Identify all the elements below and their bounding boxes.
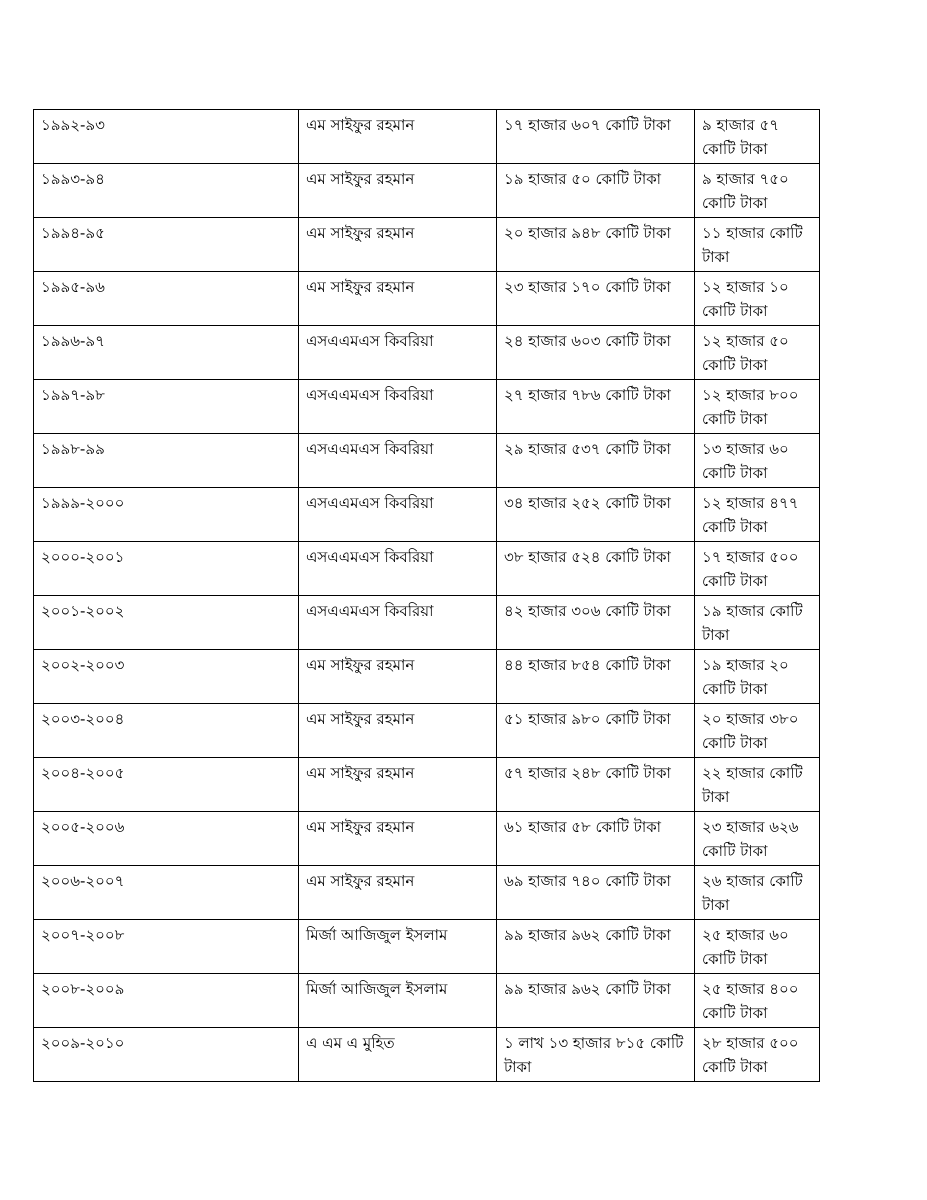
finance-minister-cell: এসএএমএস কিবরিয়া — [299, 542, 497, 596]
adp-size-cell: ১২ হাজার ৮০০ কোটি টাকা — [695, 380, 820, 434]
year-cell: ১৯৯৭-৯৮ — [34, 380, 299, 434]
year-cell: ১৯৯৪-৯৫ — [34, 218, 299, 272]
budget-table — [33, 109, 820, 1082]
budget-size-cell: ২০ হাজার ৯৪৮ কোটি টাকা — [497, 218, 695, 272]
year-cell: ১৯৯৮-৯৯ — [34, 434, 299, 488]
table-row — [34, 488, 820, 542]
table-row — [34, 542, 820, 596]
year-cell: ২০০৫-২০০৬ — [34, 812, 299, 866]
budget-size-cell: ১৯ হাজার ৫০ কোটি টাকা — [497, 164, 695, 218]
finance-minister-cell: এসএএমএস কিবরিয়া — [299, 596, 497, 650]
finance-minister-cell: মির্জা আজিজুল ইসলাম — [299, 974, 497, 1028]
adp-size-cell: ২৫ হাজার ৬০ কোটি টাকা — [695, 920, 820, 974]
table-row — [34, 866, 820, 920]
finance-minister-cell: এম সাইফুর রহমান — [299, 812, 497, 866]
budget-size-cell: ১৭ হাজার ৬০৭ কোটি টাকা — [497, 110, 695, 164]
finance-minister-cell: এম সাইফুর রহমান — [299, 704, 497, 758]
adp-size-cell: ১২ হাজার ১০ কোটি টাকা — [695, 272, 820, 326]
budget-size-cell: ৫১ হাজার ৯৮০ কোটি টাকা — [497, 704, 695, 758]
finance-minister-cell: এম সাইফুর রহমান — [299, 110, 497, 164]
finance-minister-cell: এসএএমএস কিবরিয়া — [299, 434, 497, 488]
budget-size-cell: ৩৮ হাজার ৫২৪ কোটি টাকা — [497, 542, 695, 596]
budget-size-cell: ৪৪ হাজার ৮৫৪ কোটি টাকা — [497, 650, 695, 704]
year-cell: ১৯৯৩-৯৪ — [34, 164, 299, 218]
table-row — [34, 272, 820, 326]
adp-size-cell: ২৩ হাজার ৬২৬ কোটি টাকা — [695, 812, 820, 866]
table-row — [34, 1028, 820, 1082]
budget-size-cell: ২৯ হাজার ৫৩৭ কোটি টাকা — [497, 434, 695, 488]
adp-size-cell: ১২ হাজার ৫০ কোটি টাকা — [695, 326, 820, 380]
finance-minister-cell: এম সাইফুর রহমান — [299, 164, 497, 218]
finance-minister-cell: এম সাইফুর রহমান — [299, 758, 497, 812]
adp-size-cell: ২২ হাজার কোটি টাকা — [695, 758, 820, 812]
table-row — [34, 812, 820, 866]
table-row — [34, 326, 820, 380]
year-cell: ১৯৯৬-৯৭ — [34, 326, 299, 380]
adp-size-cell: ২৮ হাজার ৫০০ কোটি টাকা — [695, 1028, 820, 1082]
budget-size-cell: ২৩ হাজার ১৭০ কোটি টাকা — [497, 272, 695, 326]
budget-size-cell: ৯৯ হাজার ৯৬২ কোটি টাকা — [497, 920, 695, 974]
budget-size-cell: ২৭ হাজার ৭৮৬ কোটি টাকা — [497, 380, 695, 434]
year-cell: ২০০৬-২০০৭ — [34, 866, 299, 920]
finance-minister-cell: এসএএমএস কিবরিয়া — [299, 488, 497, 542]
table-row — [34, 596, 820, 650]
budget-size-cell: ৩৪ হাজার ২৫২ কোটি টাকা — [497, 488, 695, 542]
finance-minister-cell: এম সাইফুর রহমান — [299, 272, 497, 326]
table-row — [34, 434, 820, 488]
table-row — [34, 704, 820, 758]
year-cell: ২০০৯-২০১০ — [34, 1028, 299, 1082]
year-cell: ২০০০-২০০১ — [34, 542, 299, 596]
budget-size-cell: ৪২ হাজার ৩০৬ কোটি টাকা — [497, 596, 695, 650]
budget-size-cell: ২৪ হাজার ৬০৩ কোটি টাকা — [497, 326, 695, 380]
adp-size-cell: ২৬ হাজার কোটি টাকা — [695, 866, 820, 920]
year-cell: ২০০৩-২০০৪ — [34, 704, 299, 758]
table-row — [34, 650, 820, 704]
table-row — [34, 380, 820, 434]
budget-size-cell: ১ লাখ ১৩ হাজার ৮১৫ কোটি টাকা — [497, 1028, 695, 1082]
adp-size-cell: ১১ হাজার কোটি টাকা — [695, 218, 820, 272]
table-row — [34, 974, 820, 1028]
adp-size-cell: ৯ হাজার ৫৭ কোটি টাকা — [695, 110, 820, 164]
year-cell: ১৯৯৯-২০০০ — [34, 488, 299, 542]
year-cell: ১৯৯৫-৯৬ — [34, 272, 299, 326]
finance-minister-cell: এ এম এ মুহিত — [299, 1028, 497, 1082]
table-body — [34, 110, 820, 1082]
finance-minister-cell: এম সাইফুর রহমান — [299, 866, 497, 920]
adp-size-cell: ২৫ হাজার ৪০০ কোটি টাকা — [695, 974, 820, 1028]
year-cell: ২০০১-২০০২ — [34, 596, 299, 650]
table-row — [34, 164, 820, 218]
adp-size-cell: ২০ হাজার ৩৮০ কোটি টাকা — [695, 704, 820, 758]
year-cell: ২০০২-২০০৩ — [34, 650, 299, 704]
budget-size-cell: ৫৭ হাজার ২৪৮ কোটি টাকা — [497, 758, 695, 812]
budget-size-cell: ৬১ হাজার ৫৮ কোটি টাকা — [497, 812, 695, 866]
table-row — [34, 110, 820, 164]
adp-size-cell: ১৯ হাজার ২০ কোটি টাকা — [695, 650, 820, 704]
adp-size-cell: ১৩ হাজার ৬০ কোটি টাকা — [695, 434, 820, 488]
finance-minister-cell: এসএএমএস কিবরিয়া — [299, 380, 497, 434]
budget-size-cell: ৯৯ হাজার ৯৬২ কোটি টাকা — [497, 974, 695, 1028]
budget-size-cell: ৬৯ হাজার ৭৪০ কোটি টাকা — [497, 866, 695, 920]
finance-minister-cell: এম সাইফুর রহমান — [299, 218, 497, 272]
table-row — [34, 920, 820, 974]
finance-minister-cell: এসএএমএস কিবরিয়া — [299, 326, 497, 380]
year-cell: ২০০৪-২০০৫ — [34, 758, 299, 812]
adp-size-cell: ৯ হাজার ৭৫০ কোটি টাকা — [695, 164, 820, 218]
adp-size-cell: ১৯ হাজার কোটি টাকা — [695, 596, 820, 650]
year-cell: ২০০৭-২০০৮ — [34, 920, 299, 974]
finance-minister-cell: মির্জা আজিজুল ইসলাম — [299, 920, 497, 974]
year-cell: ২০০৮-২০০৯ — [34, 974, 299, 1028]
adp-size-cell: ১৭ হাজার ৫০০ কোটি টাকা — [695, 542, 820, 596]
year-cell: ১৯৯২-৯৩ — [34, 110, 299, 164]
adp-size-cell: ১২ হাজার ৪৭৭ কোটি টাকা — [695, 488, 820, 542]
table-row — [34, 758, 820, 812]
finance-minister-cell: এম সাইফুর রহমান — [299, 650, 497, 704]
table-row — [34, 218, 820, 272]
